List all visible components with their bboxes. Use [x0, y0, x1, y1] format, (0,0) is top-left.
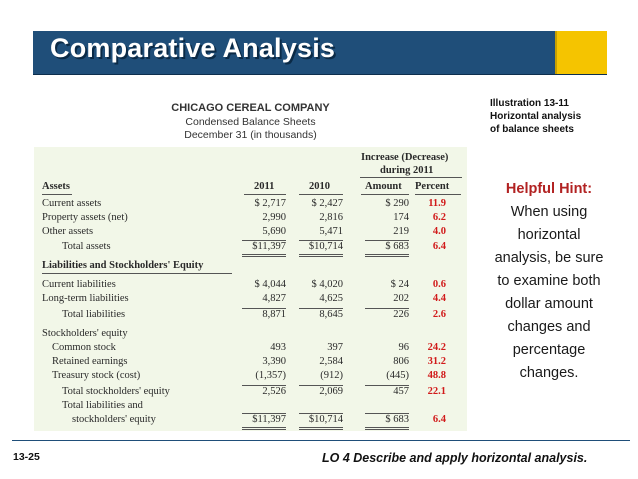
double-underline: [299, 429, 343, 430]
cell-y2011: $11,397: [252, 414, 286, 425]
learning-objective: LO 4 Describe and apply horizontal analysis.: [322, 451, 588, 465]
cell-y2010: 2,584: [319, 356, 343, 367]
row-label: Current liabilities: [42, 279, 116, 290]
banner-accent-block: [555, 31, 607, 74]
change-subheader: during 2011: [380, 165, 434, 176]
cell-amount: $ 683: [385, 241, 409, 252]
cell-y2010: 8,645: [319, 309, 343, 320]
double-underline: [365, 429, 409, 430]
cell-percent: 31.2: [427, 356, 446, 367]
total-rule: [299, 413, 343, 414]
cell-y2011: 3,390: [262, 356, 286, 367]
change-header-rule: [360, 177, 462, 178]
hint-line: changes and: [507, 319, 591, 335]
cell-percent: 6.2: [432, 212, 446, 223]
cell-amount: 457: [393, 386, 409, 397]
total-rule: [299, 308, 343, 309]
double-underline: [299, 254, 343, 255]
double-underline: [242, 429, 286, 430]
row-label: Retained earnings: [52, 356, 128, 367]
cell-y2010: 4,625: [319, 293, 343, 304]
row-label: Total liabilities and: [62, 400, 143, 411]
cell-percent: 24.2: [427, 342, 446, 353]
cell-y2011: 493: [270, 342, 286, 353]
double-underline: [365, 256, 409, 257]
cell-amount: $ 24: [390, 279, 409, 290]
assets-underline: [42, 194, 72, 195]
cell-y2010: $10,714: [308, 414, 343, 425]
double-underline: [365, 427, 409, 428]
illustration-title: Horizontal analysis: [490, 111, 582, 122]
cell-amount: $ 290: [385, 198, 409, 209]
row-label: Other assets: [42, 226, 94, 237]
row-label: Liabilities and Stockholders' Equity: [42, 260, 204, 271]
illustration-caption: [490, 97, 581, 136]
total-rule: [242, 413, 286, 414]
cell-y2011: $ 2,717: [254, 198, 286, 209]
row-label: Long-term liabilities: [42, 293, 129, 304]
slide-title: Comparative Analysis: [50, 33, 336, 63]
cell-percent: 22.1: [427, 386, 446, 397]
cell-y2011: 2,526: [262, 386, 286, 397]
hint-line: to examine both: [497, 273, 601, 289]
row-label: Total assets: [62, 241, 111, 252]
row-label: Stockholders' equity: [42, 328, 128, 339]
change-header: Increase (Decrease): [361, 152, 449, 163]
col-header-percent: Percent: [415, 181, 450, 192]
row-label: Total stockholders' equity: [62, 386, 170, 397]
col-amount-underline: [361, 194, 409, 195]
cell-percent: 4.4: [432, 293, 446, 304]
hint-line: horizontal: [517, 227, 581, 243]
cell-y2010: $10,714: [308, 241, 343, 252]
col-2011-underline: [244, 194, 286, 195]
col-header-2011: 2011: [254, 181, 275, 192]
cell-amount: (445): [386, 370, 409, 381]
hint-line: When using: [510, 204, 588, 220]
cell-y2010: (912): [320, 370, 343, 381]
row-label: Total liabilities: [62, 309, 126, 320]
double-underline: [299, 256, 343, 257]
cell-y2010: 397: [327, 342, 343, 353]
cell-amount: 219: [393, 226, 409, 237]
hint-line: analysis, be sure: [494, 250, 604, 266]
cell-y2011: 4,827: [262, 293, 286, 304]
col-header-amount: Amount: [365, 181, 402, 192]
table-subtitle: Condensed Balance Sheets: [185, 116, 316, 128]
total-rule: [299, 385, 343, 386]
balance-sheet-table: [34, 97, 467, 431]
double-underline: [242, 254, 286, 255]
cell-y2011: 8,871: [262, 309, 286, 320]
cell-amount: $ 683: [385, 414, 409, 425]
row-label: stockholders' equity: [72, 414, 156, 425]
row-label: Property assets (net): [42, 212, 128, 223]
table-header: [34, 97, 467, 147]
cell-amount: 806: [393, 356, 409, 367]
double-underline: [365, 254, 409, 255]
total-rule: [242, 385, 286, 386]
cell-amount: 202: [393, 293, 409, 304]
total-rule: [242, 308, 286, 309]
illustration-subtitle: of balance sheets: [490, 124, 574, 135]
hint-line: dollar amount: [505, 296, 593, 312]
cell-y2011: 2,990: [262, 212, 286, 223]
col-percent-underline: [415, 194, 461, 195]
cell-percent: 6.4: [432, 241, 446, 252]
cell-y2011: 5,690: [262, 226, 286, 237]
col-header-assets: Assets: [42, 181, 70, 192]
illustration-number: Illustration 13-11: [490, 98, 569, 109]
cell-percent: 2.6: [432, 309, 446, 320]
total-rule: [242, 240, 286, 241]
cell-y2011: $11,397: [252, 241, 286, 252]
footer-rule: [12, 440, 630, 441]
col-2010-underline: [299, 194, 343, 195]
hint-line: changes.: [519, 365, 579, 381]
hint-line: percentage: [512, 342, 586, 358]
row-label: Common stock: [52, 342, 116, 353]
hint-title: Helpful Hint:: [505, 181, 593, 197]
helpful-hint: [476, 178, 622, 385]
double-underline: [242, 256, 286, 257]
company-name: CHICAGO CEREAL COMPANY: [171, 102, 330, 114]
cell-amount: 96: [398, 342, 409, 353]
table-date: December 31 (in thousands): [184, 129, 317, 141]
cell-y2010: 2,816: [319, 212, 343, 223]
row-label: Current assets: [42, 198, 102, 209]
col-header-2010: 2010: [309, 181, 330, 192]
double-underline: [299, 427, 343, 428]
cell-y2010: 5,471: [319, 226, 343, 237]
row-label: Treasury stock (cost): [52, 370, 141, 381]
cell-percent: 4.0: [432, 226, 446, 237]
cell-percent: 6.4: [432, 414, 446, 425]
cell-percent: 0.6: [432, 279, 446, 290]
cell-y2010: $ 4,020: [311, 279, 343, 290]
cell-y2010: 2,069: [319, 386, 343, 397]
cell-amount: 226: [393, 309, 409, 320]
cell-y2010: $ 2,427: [311, 198, 343, 209]
slide-number: 13-25: [13, 451, 40, 463]
cell-amount: 174: [393, 212, 409, 223]
cell-percent: 48.8: [427, 370, 446, 381]
cell-y2011: (1,357): [255, 370, 286, 381]
cell-y2011: $ 4,044: [254, 279, 286, 290]
double-underline: [242, 427, 286, 428]
cell-percent: 11.9: [428, 198, 446, 209]
total-rule: [299, 240, 343, 241]
section-underline: [42, 273, 232, 274]
